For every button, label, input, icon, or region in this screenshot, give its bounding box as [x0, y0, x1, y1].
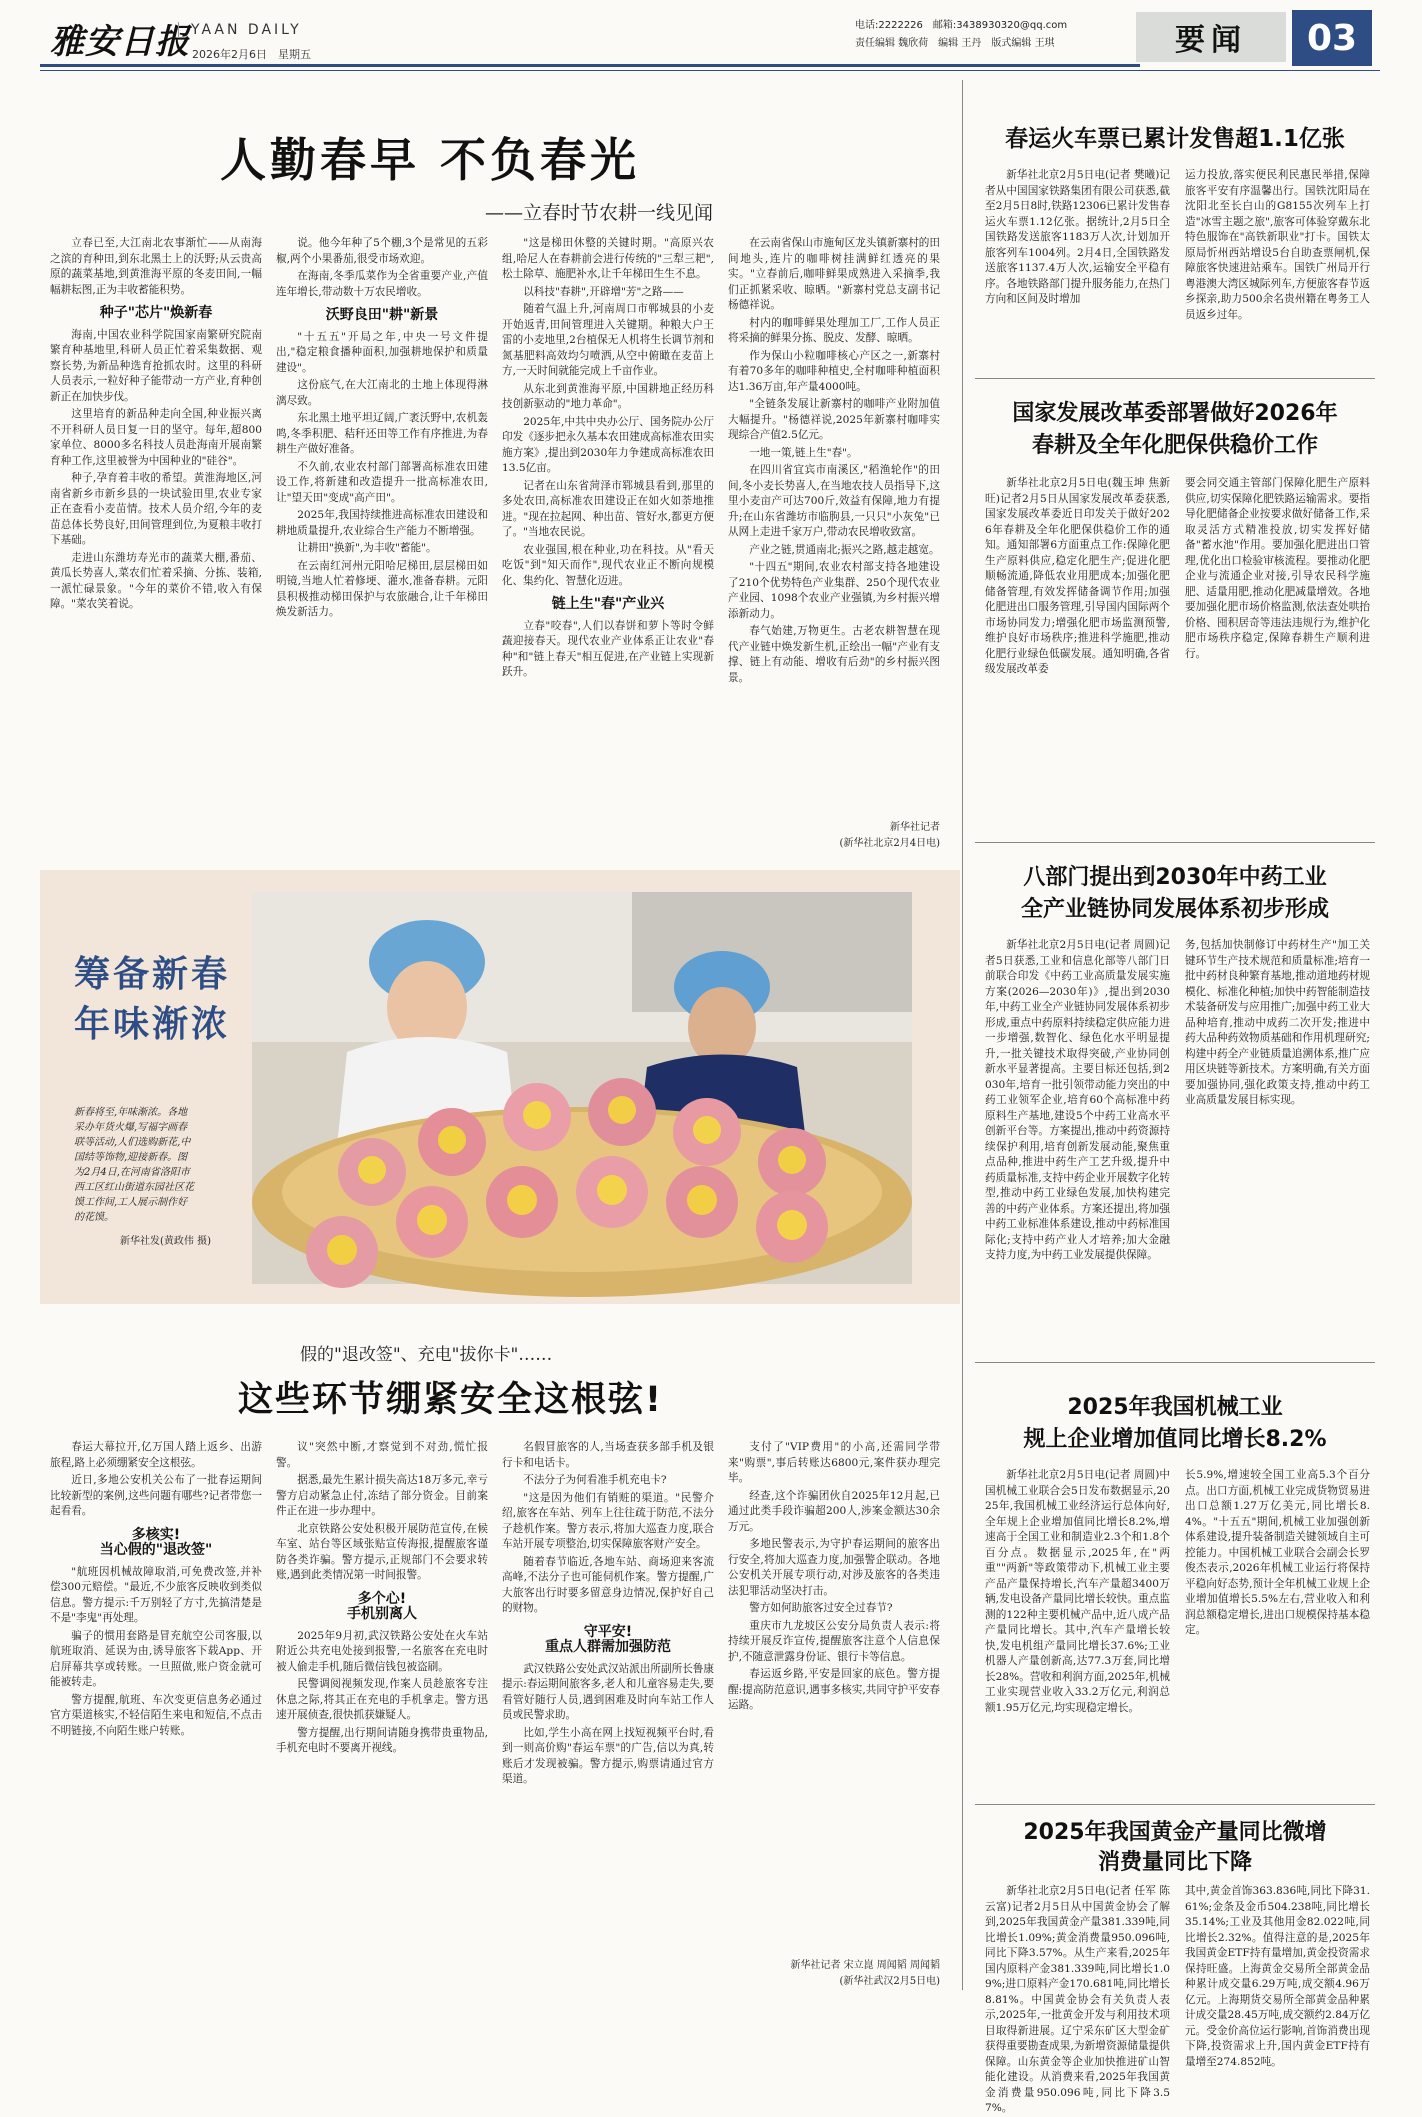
photo-credit: 新华社发(黄政伟 摄): [120, 1236, 211, 1247]
paragraph: 立春已至,大江南北农事渐忙——从南海之滨的育种田,到东北黑土上的沃野;从云贵高原的蔬菜基地,到黄淮海平原的冬麦田间,一幅幅耕耘图,正为丰收蓄能积势。: [50, 237, 262, 296]
paragraph: 作为保山小粒咖啡核心产区之一,新寨村有着70多年的咖啡种植史,全村咖啡种植面积达1.36万亩,年产量4000吨。: [728, 349, 940, 393]
paragraph: 新华社北京2月5日电(记者 任军 陈云富)记者2月5日从中国黄金协会了解到,2025年我国黄金产量381.339吨,同比增长1.09%;黄金消费量950.096吨,同比下降3.57%。从生产来看,2025年国内原料产金381.339吨,同比增长1.09%;进口原料产金170.681吨,同比增长8.81%。中国黄金协会有关负责人表示,2025年,一批黄金开发与利用技术项目取得新进展。辽宁采东矿区大型金矿获得重要勘查成果,为新增资源储量提供保障。山东黄金等企业加快推进矿山智能化建设。从消费来看,2025年我国黄金消费量950.096吨,同比下降3.57%。: [985, 1885, 1170, 2114]
paragraph: 随着春节临近,各地车站、商场迎来客流高峰,不法分子也可能伺机作案。警方提醒,广大旅客出行时要多留意身边情况,保护好自己的财物。: [502, 1555, 714, 1614]
paragraph: 不久前,农业农村部门部署高标准农田建设工作,将新建和改造提升一批高标准农田,让"望天田"变成"高产田"。: [276, 460, 488, 504]
safety-column-3: [502, 1440, 714, 1990]
editor-credits: 责任编辑 魏欣荷 编辑 王丹 版式编辑 王琪: [855, 38, 1055, 49]
headline-line: 规上企业增加值同比增长8.2%: [1023, 1427, 1327, 1452]
paragraph: 多地民警表示,为守护春运期间的旅客出行安全,将加大巡查力度,加强警企联动。各地公安机关开展专项行动,对涉及旅客的各类违法犯罪活动坚决打击。: [728, 1538, 940, 1597]
paragraph: 经查,这个诈骗团伙自2025年12月起,已通过此类手段诈骗超200人,涉案金额达30余万元。: [728, 1489, 940, 1533]
paragraph: 立春"咬春",人们以春饼和萝卜等时令鲜蔬迎接春天。现代农业产业体系正让农业"春种"和"链上春天"相互促进,在产业链上实现新跃升。: [502, 619, 714, 678]
article-headline: [975, 1818, 1375, 1878]
section-subhead: 当心假的"退改签": [99, 1542, 213, 1558]
paragraph: 从东北到黄淮海平原,中国耕地正经历科技创新驱动的"地力革命"。: [502, 382, 714, 410]
paragraph: 春运大幕拉开,亿万国人踏上返乡、出游旅程,路上必须绷紧安全这根弦。: [50, 1441, 262, 1469]
article-column: [985, 168, 1170, 372]
dateline: (新华社武汉2月5日电): [839, 1976, 940, 1987]
article-divider: [975, 378, 1375, 379]
section-subhead: 沃野良田"耕"新景: [325, 307, 439, 323]
paragraph: 不法分子为何看准手机充电卡?: [523, 1474, 667, 1486]
article-headline: 春运火车票已累计发售超1.1亿张: [1005, 126, 1345, 152]
photo-title-line-2: 年味渐浓: [74, 1004, 231, 1045]
paragraph: 务,包括加快制修订中药材生产"加工关键环节生产技术规范和质量标准;培育一批中药材良种繁育基地,推动道地药材规模化、标准化种植;加快中药智能制造技术装备研发与应用推广;加强中药工业大品种培育,推动中成药二次开发;推进中药大品种药效物质基础和作用机理研究;构建中药全产业链质量追溯体系,推广应用区块链等新技术。方案明确,有关方面要加强协同,强化政策支持,推动中药工业高质量发展目标实现。: [1185, 939, 1370, 1106]
paragraph: "十五五"开局之年,中央一号文件提出,"稳定粮食播种面积,加强耕地保护和质量建设"。: [276, 330, 488, 374]
article-headline: [975, 398, 1375, 462]
article-headline: [975, 1392, 1375, 1456]
masthead-rule: [40, 70, 1380, 71]
safety-column-2: [276, 1440, 488, 1990]
headline-line: 国家发展改革委部署做好2026年: [1012, 401, 1338, 426]
paragraph: 要会同交通主管部门保障化肥生产原料供应,切实保障化肥铁路运输需求。要指导化肥储备企业按要求做好储备工作,采取灵活方式精准投放,切实发挥好储备"蓄水池"作用。要加强化肥进出口管理,优化出口检验审核流程。要推动化肥企业与流通企业对接,引导农民科学施肥、适量用肥,推动化肥减量增效。各地要加强化肥市场价格监测,依法查处哄抬价格、囤积居奇等违法违规行为,维护化肥市场秩序稳定,保障春耕生产顺利进行。: [1185, 477, 1370, 660]
headline-line: 2025年我国机械工业: [1067, 1395, 1283, 1420]
lead-column-4: [728, 236, 940, 856]
byline: 新华社记者 宋立崑 周闻韬 周闻韬: [790, 1960, 940, 1971]
headline-line: 2025年我国黄金产量同比微增: [1023, 1820, 1327, 1845]
paragraph: "这是梯田休整的关键时期。"高原兴农组,哈尼人在春耕前会进行传统的"三犁三耙",松土除草、施肥补水,让千年梯田生生不息。: [502, 237, 714, 280]
paragraph: 运力投放,落实便民利民惠民举措,保障旅客平安有序温馨出行。国铁沈阳局在沈阳北至长白山的G8155次列车上打造"冰雪主题之旅",旅客可体验穿戴东北特色服饰在"高铁新职业"打卡。国铁太原局忻州西站增设5台自助查票闸机,保障旅客快速进站乘车。国铁广州局开行粤港澳大湾区城际列车,方便旅客春节返乡探亲,助力500余名贵州籍在粤务工人员返乡过年。: [1185, 169, 1370, 321]
paragraph: 春气始建,万物更生。古老农耕智慧在现代产业链中焕发新生机,正绘出一幅"产业有支撑、链上有动能、增收有后劲"的乡村振兴图景。: [728, 625, 940, 684]
contact-info: 电话:2222226 邮箱:3438930320@qq.com: [855, 20, 1068, 31]
dateline: (新华社北京2月4日电): [839, 838, 940, 849]
article-column: [985, 938, 1170, 1350]
paragraph: 2025年,中共中央办公厅、国务院办公厅印发《逐步把永久基本农田建成高标准农田实施方案》,提出到2030年力争建成高标准农田13.5亿亩。: [502, 415, 714, 474]
lead-column-1: [50, 236, 262, 856]
article-column: [1185, 1884, 1370, 2068]
page-number: 03: [1292, 10, 1372, 66]
paragraph: 据悉,最先生累计损失高达18万多元,幸亏警方启动紧急止付,冻结了部分资金。目前案件正在进一步办理中。: [276, 1474, 488, 1517]
paragraph: 重庆市九龙坡区公安分局负责人表示:将持续开展反诈宣传,提醒旅客注意个人信息保护,不随意泄露身份证、银行卡等信息。: [728, 1619, 940, 1663]
paragraph: "十四五"期间,农业农村部支持各地建设了210个优势特色产业集群、250个现代农业产业园、1098个农业产业强镇,为乡村振兴增添新动力。: [728, 561, 940, 620]
section-label: 要闻: [1136, 12, 1286, 62]
paragraph: 北京铁路公安处积极开展防范宣传,在候车室、站台等区域张贴宣传海报,提醒旅客谨防各类诈骗。警方提示,正规部门不会要求转账,遇到此类情况第一时间报警。: [276, 1522, 488, 1581]
paragraph: 支付了"VIP费用"的小高,还需同学带来"购票",事后转账达6800元,案件获办理完毕。: [728, 1441, 940, 1484]
paragraph: 农业强国,根在种业,功在科技。从"看天吃饭"到"知天而作",现代农业正不断向规模化、集约化、智慧化迈进。: [502, 543, 714, 587]
column-divider: [962, 80, 963, 1990]
paragraph: 随着气温上升,河南周口市郸城县的小麦开始返青,田间管理进入关键期。种粮大户王雷的小麦地里,2台植保无人机将生长调节剂和氮基肥料高效均匀喷洒,从空中俯瞰在麦苗上方,一天时间就能完成上千亩作业。: [502, 303, 714, 377]
paragraph: 春运返乡路,平安是回家的底色。警方提醒:提高防范意识,遇事多核实,共同守护平安春运路。: [728, 1668, 940, 1711]
headline-line: 全产业链协同发展体系初步形成: [1020, 897, 1329, 922]
paragraph: 警方如何助旅客过安全过春节?: [749, 1602, 893, 1614]
article-column: [1185, 938, 1370, 1350]
paragraph: 2025年9月初,武汉铁路公安处在火车站附近公共充电处接到报警,一名旅客在充电时被人偷走手机,随后微信钱包被盗刷。: [276, 1629, 488, 1673]
paragraph: 骗子的惯用套路是冒充航空公司客服,以航班取消、延误为由,诱导旅客下载App、开启屏幕共享或转账。一旦照做,账户资金就可能被转走。: [50, 1629, 262, 1688]
paragraph: "全链条发展让新寨村的咖啡产业附加值大幅提升。"杨德祥说,2025年新寨村咖啡实现综合产值2.5亿元。: [728, 398, 940, 441]
section-subhead: 多个心!: [357, 1590, 407, 1607]
lead-column-2: [276, 236, 488, 856]
headline-line: 八部门提出到2030年中药工业: [1023, 865, 1327, 890]
paragraph: 其中,黄金首饰363.836吨,同比下降31.61%;金条及金币504.238吨,同比增长35.14%;工业及其他用金82.022吨,同比增长2.32%。值得注意的是,2025年我国黄金ETF持有量增加,黄金投资需求保持旺盛。上海黄金交易所全部黄金品种累计成交量6.29万吨,成交额4.96万亿元。上海期货交易所全部黄金品种累计成交量28.45万吨,成交额约2.84万亿元。受金价高位运行影响,首饰消费出现下降,投资需求上升,国内黄金ETF持有量增至274.852吨。: [1185, 1885, 1370, 2068]
paragraph: 警方提醒,出行期间请随身携带贵重物品,手机充电时不要离开视线。: [276, 1726, 488, 1754]
paragraph: 在云南红河州元阳哈尼梯田,层层梯田如明镜,当地人忙着修埂、灌水,准备春耕。元阳县积极推动梯田保护与农旅融合,让千年梯田焕发新活力。: [276, 559, 488, 618]
section-subhead: 手机别离人: [347, 1606, 417, 1622]
paragraph: 议"突然中断,才察觉到不对劲,慌忙报警。: [276, 1441, 488, 1469]
headline-line: 消费量同比下降: [1097, 1850, 1252, 1875]
paragraph: 2025年,我国持续推进高标准农田建设和耕地质量提升,农业综合生产能力不断增强。: [276, 509, 488, 537]
paragraph: 在云南省保山市施甸区龙头镇新寨村的田间地头,连片的咖啡树挂满鲜红透亮的果实。"立春前后,咖啡鲜果成熟进入采摘季,我们正抓紧采收、晾晒。"新寨村党总支副书记杨德祥说。: [728, 237, 940, 311]
paragraph: 种子,孕育着丰收的希望。黄淮海地区,河南省新乡市新乡县的一块试验田里,农业专家正在查看小麦苗情。技术人员介绍,今年的麦苗总体长势良好,田间管理到位,为夏粮丰收打下基础。: [50, 472, 262, 546]
paragraph: 东北黑土地平坦辽阔,广袤沃野中,农机轰鸣,冬季积肥、秸秆还田等工作有序推进,为春耕生产做好准备。: [276, 412, 488, 455]
paragraph: 这份底气,在大江南北的土地上体现得淋漓尽致。: [276, 379, 488, 407]
paragraph: 以科技"春耕",开辟增"芳"之路——: [523, 285, 684, 298]
masthead-bar: [40, 64, 1140, 67]
safety-column-1: [50, 1440, 262, 1990]
paragraph: 长5.9%,增速较全国工业高5.3个百分点。出口方面,机械工业完成货物贸易进出口总额1.27万亿美元,同比增长8.4%。"十五五"期间,机械工业加强创新体系建设,提升装备制造关键领域自主可控能力。中国机械工业联合会副会长罗俊杰表示,2026年机械工业运行将保持平稳向好态势,预计全年机械工业规上企业增加值增长5.5%左右,营业收入和利润总额稳定增长,进出口规模保持基本稳定。: [1185, 1469, 1370, 1636]
lead-headline: 人勤春早 不负春光: [220, 133, 641, 187]
paragraph: 警方提醒,航班、车次变更信息务必通过官方渠道核实,不轻信陌生来电和短信,不点击不明链接,不向陌生账户转账。: [50, 1693, 262, 1737]
paragraph: "航班因机械故障取消,可免费改签,并补偿300元赔偿。"最近,不少旅客反映收到类似信息。警方提示:千万别轻了方寸,先搞清楚是不是"李鬼"再处理。: [50, 1565, 262, 1624]
paragraph: 记者在山东省菏泽市郓城县看到,那里的多处农田,高标准农田建设正在如火如荼地推进。"现在拉起网、种出苗、管好水,都更方便了。"当地农民说。: [502, 479, 714, 538]
article-column: [1185, 168, 1370, 372]
paragraph: 产业之链,贯通南北;振兴之路,越走越宽。: [749, 543, 940, 556]
lead-subtitle: ——立春时节农耕一线见闻: [485, 202, 714, 224]
paragraph: 在四川省宜宾市南溪区,"稻渔轮作"的田间,冬小麦长势喜人,在当地农技人员指导下,这里小麦亩产可达700斤,效益有保障,地力有提升;在山东省潍坊市临朐县,一只只"小灰兔"已从网上走进千家万户,带动农民增收致富。: [728, 464, 940, 538]
paragraph: 新华社北京2月5日电(魏玉坤 焦新旺)记者2月5日从国家发展改革委获悉,国家发展改革委近日印发关于做好2026年春耕及全年化肥保供稳价工作的通知。通知部署6方面重点工作:保障化肥生产原料供应,稳定化肥生产;促进化肥顺畅流通,降低农业用肥成本;加强化肥储备管理,有效发挥储备调节作用;加强化肥进出口服务管理,引导国内国际两个市场协同发力;增强化肥市场监测预警,维护良好市场秩序;推进科学施肥,推动化肥行业绿色低碳发展。通知明确,各省级发展改革委: [985, 477, 1170, 675]
paragraph: 让耕田"换新",为丰收"蓄能"。: [297, 542, 437, 554]
article-column: [1185, 1468, 1370, 1794]
photo-feature-title: [74, 950, 230, 1050]
headline-line: 春耕及全年化肥保供稳价工作: [1031, 433, 1318, 458]
section-subhead: 重点人群需加强防范: [545, 1639, 671, 1655]
article-divider: [975, 1804, 1375, 1805]
article-divider: [975, 1362, 1375, 1363]
article-headline: [975, 862, 1375, 926]
byline: 新华社记者: [890, 822, 940, 833]
section-subhead: 种子"芯片"焕新春: [99, 305, 213, 321]
safety-headline: 这些环节绷紧安全这根弦!: [238, 1380, 663, 1420]
newspaper-logo: 雅安日报: [50, 22, 190, 62]
paragraph: 近日,多地公安机关公布了一批春运期间比较新型的案例,这些问题有哪些?记者带您一起看看。: [50, 1474, 262, 1517]
article-divider: [975, 842, 1375, 843]
section-subhead: 链上生"春"产业兴: [551, 596, 665, 612]
paragraph: 新华社北京2月5日电(记者 樊曦)记者从中国国家铁路集团有限公司获悉,截至2月5日8时,铁路12306已累计发售春运火车票1.12亿张。据统计,2月5日全国铁路发送旅客1183万人次,计划加开旅客列车1004列。2月4日,全国铁路发送旅客1137.4万人次,运输安全平稳有序。各地铁路部门提升服务能力,在热门方向和区间及时增加: [985, 169, 1170, 305]
section-subhead: 守平安!: [583, 1623, 633, 1640]
paragraph: "这是因为他们有销赃的渠道。"民警介绍,旅客在车站、列车上往往疏于防范,不法分子趁机作案。警方表示,将加大巡查力度,联合车站开展专项整治,切实保障旅客财产安全。: [502, 1491, 714, 1550]
paragraph: 在海南,冬季瓜菜作为全省重要产业,产值连年增长,带动数十万农民增收。: [276, 270, 488, 298]
paragraph: 这里培育的新品种走向全国,种业振兴离不开科研人员日复一日的坚守。每年,超800家单位、8000多名科技人员赴海南开展南繁育种工作,这里被誉为中国种业的"硅谷"。: [50, 408, 262, 467]
paragraph: 新华社北京2月5日电(记者 周圆)中国机械工业联合会5日发布数据显示,2025年,我国机械工业经济运行总体向好,全年规上企业增加值同比增长8.2%,增速高于全国工业和制造业2.3个和1.8个百分点。数据显示,2025年,在"两重""两新"等政策带动下,机械工业主要产品产量保持增长,汽车产量超3400万辆,发电设备产量同比增长较快。重点监测的122种主要机械产品中,近八成产品产量同比增长。其中,汽车产量增长较快,发电机组产量同比增长37.6%;工业机器人产量创新高,达77.3万套,同比增长28%。营收和利润方面,2025年,机械工业实现营业收入33.2万亿元,利润总额1.95万亿元,均实现稳定增长。: [985, 1469, 1170, 1714]
newspaper-english-name: YAAN DAILY: [178, 22, 302, 38]
paragraph: 村内的咖啡鲜果处理加工厂,工作人员正将采摘的鲜果分拣、脱皮、发酵、晾晒。: [728, 316, 940, 344]
safety-column-4: [728, 1440, 940, 1950]
paragraph: 民警调阅视频发现,作案人员趁旅客专注休息之际,将其正在充电的手机拿走。警方迅速开展侦查,很快抓获嫌疑人。: [276, 1678, 488, 1721]
photo-illustration: [252, 892, 912, 1284]
article-column: [1185, 476, 1370, 834]
lead-column-3: [502, 236, 714, 856]
paragraph: 新华社北京2月5日电(记者 周圆)记者5日获悉,工业和信息化部等八部门日前联合印发《中药工业高质量发展实施方案(2026—2030年)》,提出到2030年,中药工业全产业链协同发展体系初步形成,重点中药原料持续稳定供应能力进一步增强,数智化、绿色化水平明显提升,一批关键技术取得突破,产业协同创新水平显著提高。主要目标还包括,到2030年,培育一批引领带动能力突出的中药工业领军企业,培育60个高标准中药原料生产基地,建设5个中药工业高水平创新平台等。方案提出,推动中药资源持续保护利用,培育创新发展动能,聚焦重点品种,推进中药生产工艺升级,提升中药质量标准,支持中药企业开展数字化转型,推动中药工业绿色发展,加快构建完善的中药产业体系。方案还提出,将加强中药工业标准体系建设,推动中药标准国际化;支持中药产业人才培养;加大金融支持力度,为中药工业发展提供保障。: [985, 939, 1170, 1261]
steamed-bun-photo: [252, 892, 912, 1284]
paragraph: 名假冒旅客的人,当场查获多部手机及银行卡和电话卡。: [502, 1441, 714, 1469]
section-subhead: 多核实!: [131, 1526, 181, 1543]
paragraph: 说。他今年种了5个棚,3个是常见的五彩椒,两个小果番茄,很受市场欢迎。: [276, 237, 488, 265]
article-column: [985, 1884, 1170, 2114]
photo-caption: 新春将至,年味渐浓。各地采办年货火爆,写福字画春联等活动,人们选购新花,中国结等饰物,迎接新春。图为2月4日,在河南省洛阳市西工区红山街道东园社区花馍工作间,工人展示制作好的花馍。: [74, 1107, 194, 1223]
article-column: [985, 1468, 1170, 1794]
issue-date: 2026年2月6日 星期五: [192, 48, 311, 61]
paragraph: 一地一策,链上生"春"。: [749, 446, 858, 459]
safety-kicker: 假的"退改签"、充电"拔你卡"……: [300, 1345, 553, 1365]
article-column: [985, 476, 1170, 834]
paragraph: 走进山东潍坊寿光市的蔬菜大棚,番茄、黄瓜长势喜人,菜农们忙着采摘、分拣、装箱,一派忙碌景象。"今年的菜价不错,收入有保障。"菜农笑着说。: [50, 551, 262, 610]
photo-title-line-1: 筹备新春: [74, 954, 231, 995]
paragraph: 武汉铁路公安处武汉站派出所副所长鲁康提示:春运期间旅客多,老人和儿童容易走失,要看管好随行人员,遇到困难及时向车站工作人员或民警求助。: [502, 1662, 714, 1721]
paragraph: 海南,中国农业科学院国家南繁研究院南繁育种基地里,科研人员正忙着采集数据、观察长势,为新品种选育抢抓农时。这里的科研人员表示,一粒好种子能带动一方产业,育种创新正在加快步伐。: [50, 328, 262, 403]
paragraph: 比如,学生小高在网上找短视频平台时,看到一则高价购"春运车票"的广告,信以为真,转账后才发现被骗。警方提示,购票请通过官方渠道。: [502, 1726, 714, 1785]
